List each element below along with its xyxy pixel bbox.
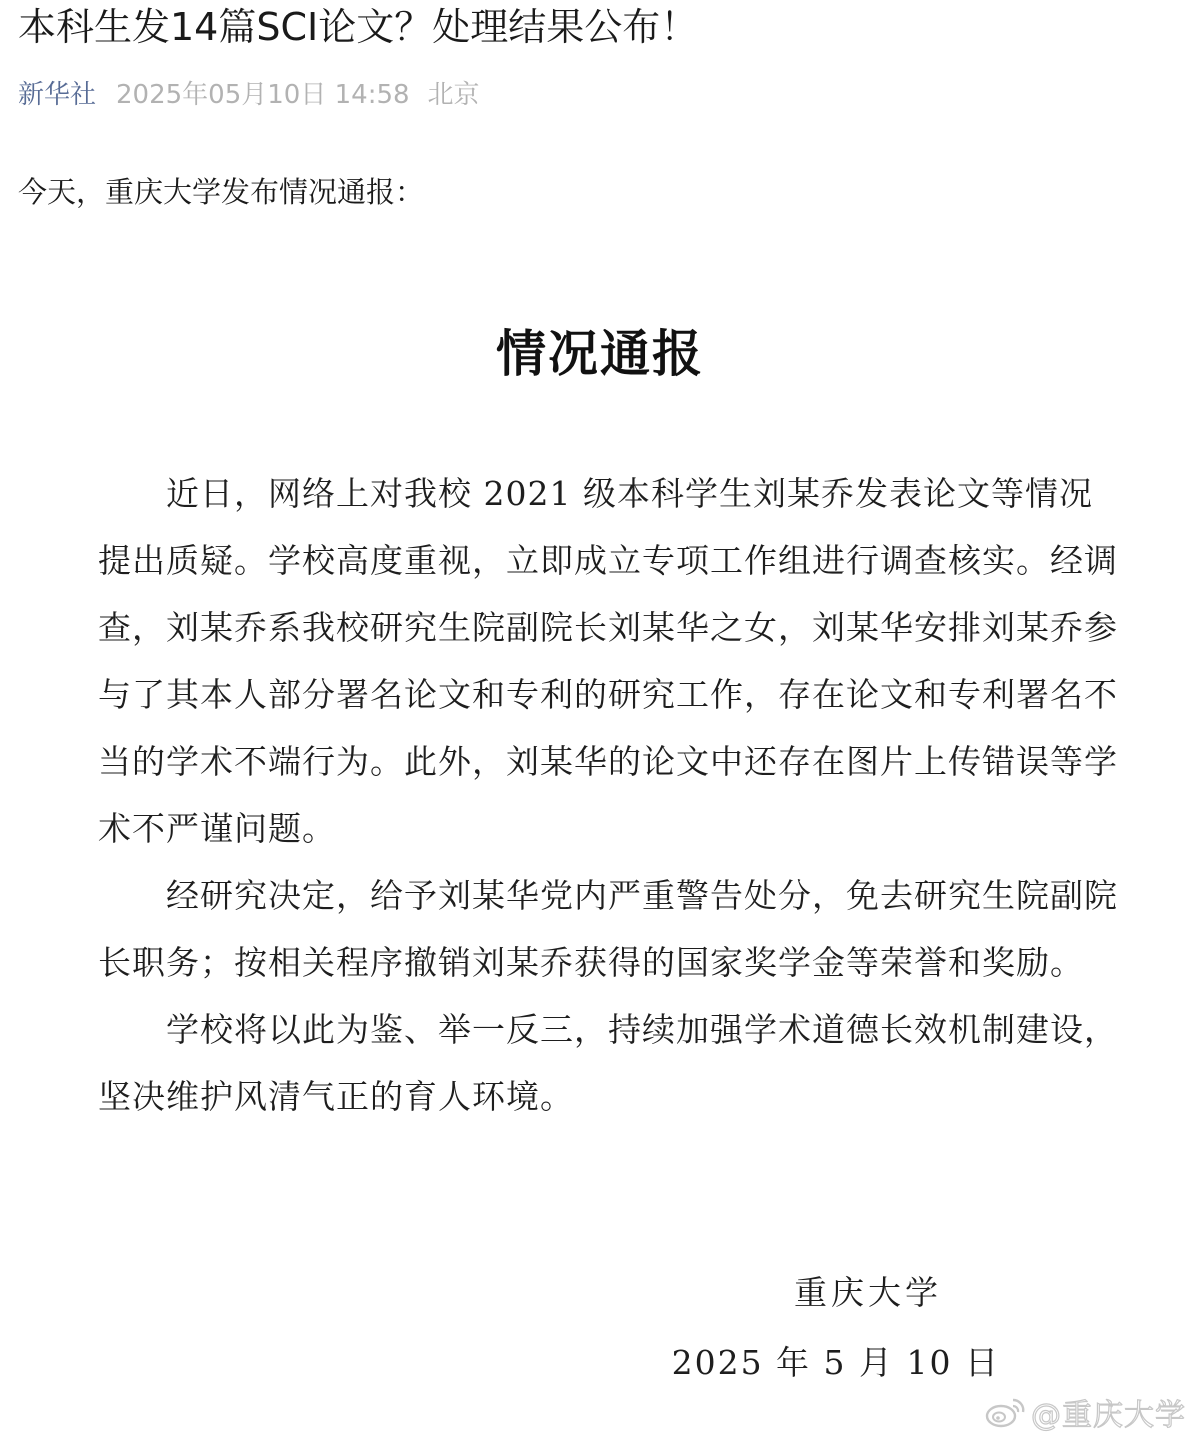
notice-body — [98, 460, 1118, 1130]
weibo-icon — [983, 1394, 1027, 1430]
publish-location: 北京 — [427, 79, 480, 110]
weibo-watermark — [983, 1392, 1186, 1432]
notice-signature: 重庆大学 — [794, 1273, 942, 1312]
notice-paragraph: 近日，网络上对我校 2021 级本科学生刘某乔发表论文等情况提出质疑。学校高度重视，立即成立专项工作组进行调查核实。经调查，刘某乔系我校研究生院副院长刘某华之女，刘某华安排刘某乔参与了其本人部分署名论文和专利的研究工作，存在论文和专利署名不当的学术不端行为。此外，刘某华的论文中还存在图片上传错误等学术不严谨问题。 — [98, 474, 1118, 848]
source-link[interactable]: 新华社 — [18, 79, 97, 110]
notice-image — [0, 300, 1200, 1438]
intro-text: 今天，重庆大学发布情况通报： — [18, 175, 425, 209]
notice-heading: 情况通报 — [496, 324, 704, 383]
article-title: 本科生发14篇SCI论文？处理结果公布！ — [18, 5, 699, 49]
notice-paragraph: 经研究决定，给予刘某华党内严重警告处分，免去研究生院副院长职务；按相关程序撤销刘某乔获得的国家奖学金等荣誉和奖励。 — [98, 876, 1118, 982]
notice-date: 2025 年 5 月 10 日 — [671, 1343, 1000, 1382]
watermark-text: @重庆大学 — [1031, 1398, 1186, 1433]
publish-time: 2025年05月10日 14:58 — [116, 79, 410, 110]
notice-paragraph: 学校将以此为鉴、举一反三，持续加强学术道德长效机制建设，坚决维护风清气正的育人环境。 — [98, 1010, 1118, 1116]
article-meta — [18, 74, 480, 110]
